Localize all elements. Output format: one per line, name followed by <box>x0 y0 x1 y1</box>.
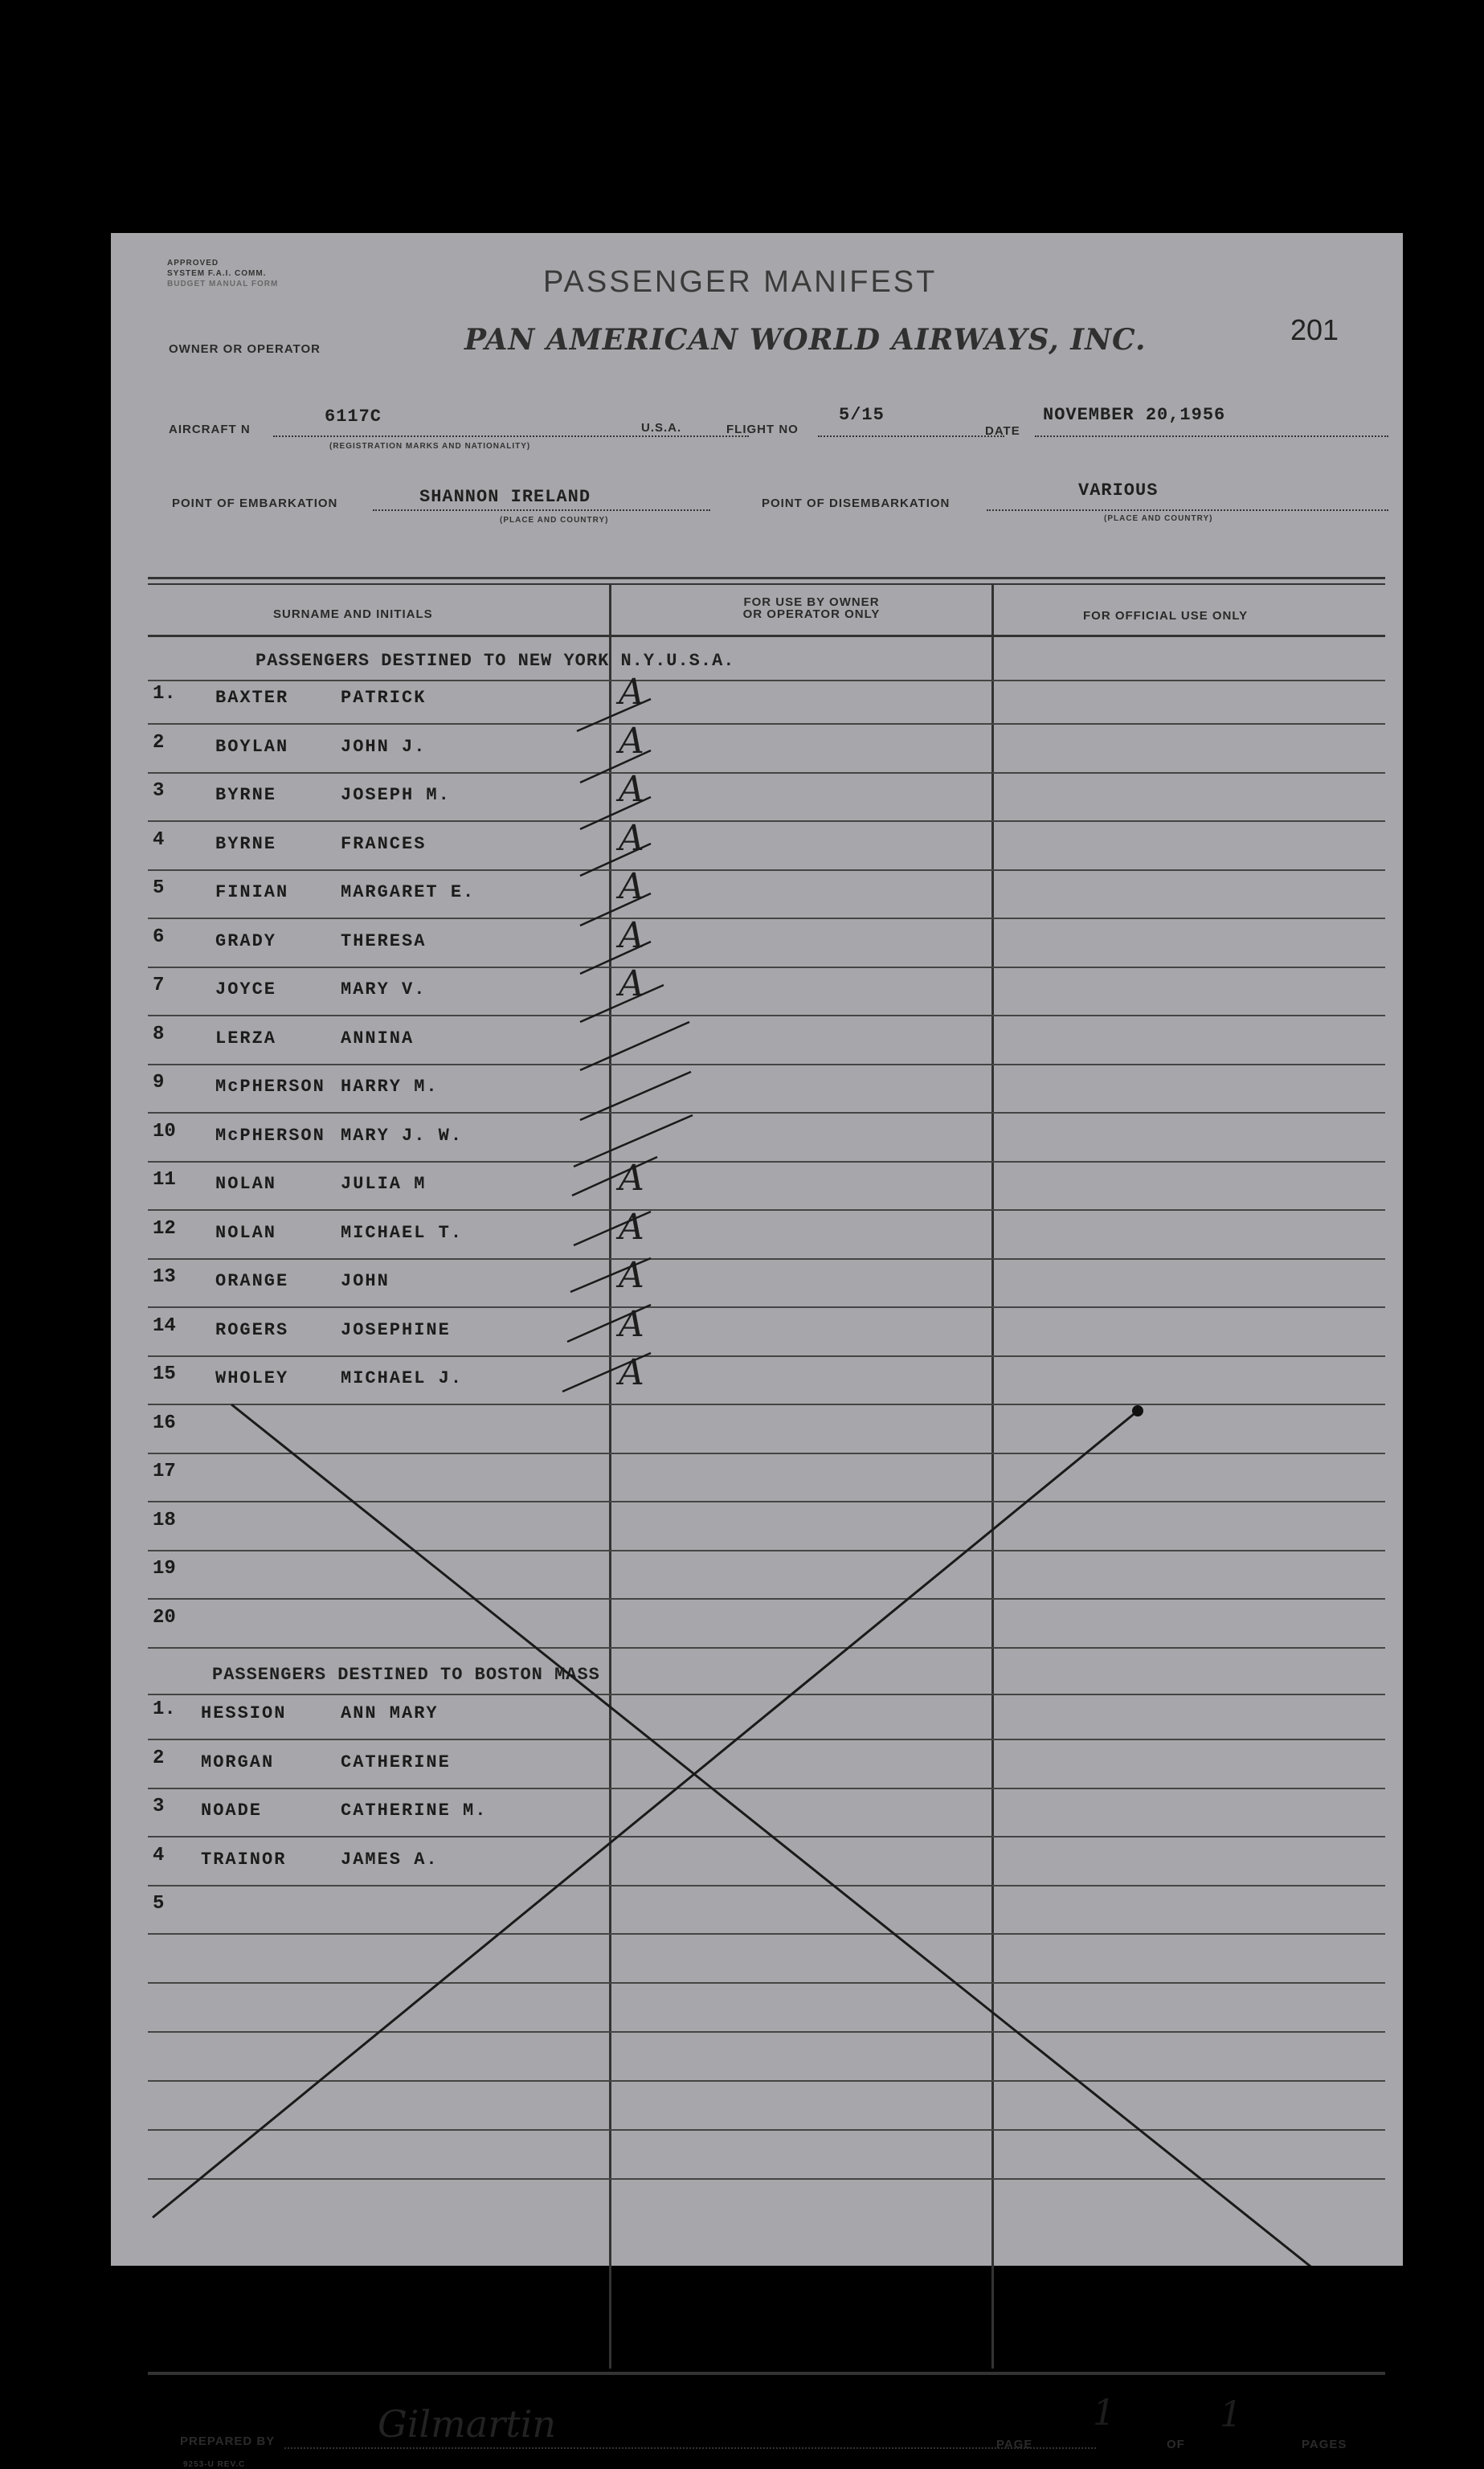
page-number: 201 <box>1290 313 1339 346</box>
row-number: 14 <box>153 1315 176 1337</box>
passenger-given-name: JOSEPHINE <box>341 1320 451 1340</box>
passenger-given-name: MARY V. <box>341 979 427 999</box>
page-label: PAGE <box>996 2438 1033 2451</box>
passenger-surname: HESSION <box>201 1703 287 1723</box>
disembark-place-caption: (PLACE AND COUNTRY) <box>1104 514 1213 523</box>
row-number: 4 <box>153 1845 165 1866</box>
row-number: 11 <box>153 1169 176 1191</box>
check-mark: A <box>619 1207 644 1248</box>
row-number: 6 <box>153 926 165 948</box>
cancellation-marks <box>111 233 1403 2266</box>
flight-value: 5/15 <box>839 405 885 425</box>
passenger-surname: LERZA <box>215 1028 277 1049</box>
row-number: 19 <box>153 1558 176 1580</box>
row-number: 7 <box>153 975 165 996</box>
passenger-given-name: JOSEPH M. <box>341 785 451 805</box>
check-mark: A <box>619 721 644 762</box>
row-number: 4 <box>153 829 165 851</box>
approval-line-2: SYSTEM F.A.I. COMM. <box>167 269 267 278</box>
aircraft-label: AIRCRAFT N <box>169 423 251 436</box>
check-mark: A <box>619 769 644 810</box>
passenger-given-name: CATHERINE M. <box>341 1801 488 1821</box>
check-mark: A <box>619 818 644 859</box>
of-value: 1 <box>1220 2394 1242 2435</box>
passenger-given-name: MARGARET E. <box>341 882 476 902</box>
owner-use-column-header: FOR USE BY OWNER OR OPERATOR ONLY <box>742 595 881 621</box>
row-number: 8 <box>153 1024 165 1045</box>
row-number: 2 <box>153 732 165 754</box>
row-number: 16 <box>153 1412 176 1434</box>
pages-label: PAGES <box>1302 2438 1347 2451</box>
passenger-given-name: JOHN J. <box>341 737 427 757</box>
passenger-surname: TRAINOR <box>201 1850 287 1870</box>
passenger-given-name: ANN MARY <box>341 1703 439 1723</box>
passenger-given-name: ANNINA <box>341 1028 415 1049</box>
passenger-given-name: HARRY M. <box>341 1077 439 1097</box>
passenger-given-name: FRANCES <box>341 834 427 854</box>
passenger-given-name: MICHAEL J. <box>341 1368 464 1388</box>
passenger-surname: JOYCE <box>215 979 277 999</box>
usa-label: U.S.A. <box>641 421 682 435</box>
row-number: 20 <box>153 1607 176 1629</box>
embark-label: POINT OF EMBARKATION <box>172 497 338 510</box>
check-mark: A <box>619 866 644 907</box>
check-mark: A <box>619 1158 644 1199</box>
row-number: 5 <box>153 877 165 899</box>
date-label: DATE <box>985 424 1020 438</box>
registration-caption: (REGISTRATION MARKS AND NATIONALITY) <box>329 442 531 451</box>
row-number: 1. <box>153 683 176 705</box>
date-value: NOVEMBER 20,1956 <box>1043 405 1226 425</box>
pen-dot <box>1132 1405 1143 1416</box>
passenger-surname: McPHERSON <box>215 1077 325 1097</box>
embark-place-caption: (PLACE AND COUNTRY) <box>500 516 609 525</box>
form-code: 9253-U REV.C <box>183 2460 246 2469</box>
new-york-heading: PASSENGERS DESTINED TO NEW YORK N.Y.U.S.A. <box>256 651 735 671</box>
passenger-surname: BYRNE <box>215 834 277 854</box>
cross-stroke-1 <box>231 1404 1318 2266</box>
passenger-surname: NOADE <box>201 1801 263 1821</box>
passenger-surname: NOLAN <box>215 1223 277 1243</box>
row-number: 15 <box>153 1363 176 1385</box>
passenger-surname: BYRNE <box>215 785 277 805</box>
passenger-given-name: JOHN <box>341 1271 390 1291</box>
approval-line-3: BUDGET MANUAL FORM <box>167 280 279 288</box>
row-number: 17 <box>153 1461 176 1482</box>
passenger-surname: McPHERSON <box>215 1126 325 1146</box>
row-number: 3 <box>153 780 165 802</box>
check-mark: A <box>619 915 644 956</box>
passenger-surname: GRADY <box>215 931 277 951</box>
check-mark: A <box>619 672 644 713</box>
passenger-given-name: PATRICK <box>341 688 427 708</box>
passenger-given-name: JULIA M <box>341 1174 427 1194</box>
check-mark: A <box>619 963 644 1004</box>
passenger-surname: BOYLAN <box>215 737 289 757</box>
surname-column-header: SURNAME AND INITIALS <box>273 607 433 621</box>
cross-stroke-2 <box>153 1411 1138 2218</box>
approval-line-1: APPROVED <box>167 259 219 268</box>
passenger-surname: FINIAN <box>215 882 289 902</box>
flight-label: FLIGHT NO <box>726 423 799 436</box>
manifest-sheet <box>111 233 1403 2469</box>
check-mark: A <box>619 1304 644 1345</box>
passenger-surname: WHOLEY <box>215 1368 289 1388</box>
page-value: 1 <box>1093 2393 1115 2434</box>
aircraft-value: 6117C <box>325 407 382 427</box>
disembark-label: POINT OF DISEMBARKATION <box>762 497 950 510</box>
owner-label: OWNER OR OPERATOR <box>169 342 321 356</box>
passenger-given-name: CATHERINE <box>341 1752 451 1772</box>
passenger-surname: ROGERS <box>215 1320 289 1340</box>
preparer-signature: Gilmartin <box>378 2402 557 2446</box>
disembark-value: VARIOUS <box>1078 480 1159 501</box>
row-number: 3 <box>153 1796 165 1817</box>
prepared-by-label: PREPARED BY <box>180 2434 276 2448</box>
row-number: 18 <box>153 1510 176 1531</box>
row-number: 1. <box>153 1698 176 1720</box>
passenger-given-name: THERESA <box>341 931 427 951</box>
operator-name: PAN AMERICAN WORLD AIRWAYS, INC. <box>464 323 1147 357</box>
manifest-title: PASSENGER MANIFEST <box>543 265 938 299</box>
row-number: 13 <box>153 1266 176 1288</box>
row-number: 12 <box>153 1218 176 1240</box>
passenger-given-name: MARY J. W. <box>341 1126 464 1146</box>
check-mark: A <box>619 1352 644 1393</box>
tick-strokes <box>562 699 693 1392</box>
official-use-column-header: FOR OFFICIAL USE ONLY <box>1083 609 1249 623</box>
passenger-surname: BAXTER <box>215 688 289 708</box>
passenger-surname: MORGAN <box>201 1752 275 1772</box>
row-number: 2 <box>153 1748 165 1769</box>
embark-value: SHANNON IRELAND <box>419 487 591 507</box>
passenger-given-name: MICHAEL T. <box>341 1223 464 1243</box>
of-label: OF <box>1167 2438 1185 2451</box>
check-mark: A <box>619 1255 644 1296</box>
passenger-given-name: JAMES A. <box>341 1850 439 1870</box>
passenger-surname: NOLAN <box>215 1174 277 1194</box>
row-number: 10 <box>153 1121 176 1143</box>
row-number: 9 <box>153 1072 165 1093</box>
row-number: 5 <box>153 1893 165 1915</box>
passenger-surname: ORANGE <box>215 1271 289 1291</box>
boston-heading: PASSENGERS DESTINED TO BOSTON MASS <box>212 1665 600 1685</box>
